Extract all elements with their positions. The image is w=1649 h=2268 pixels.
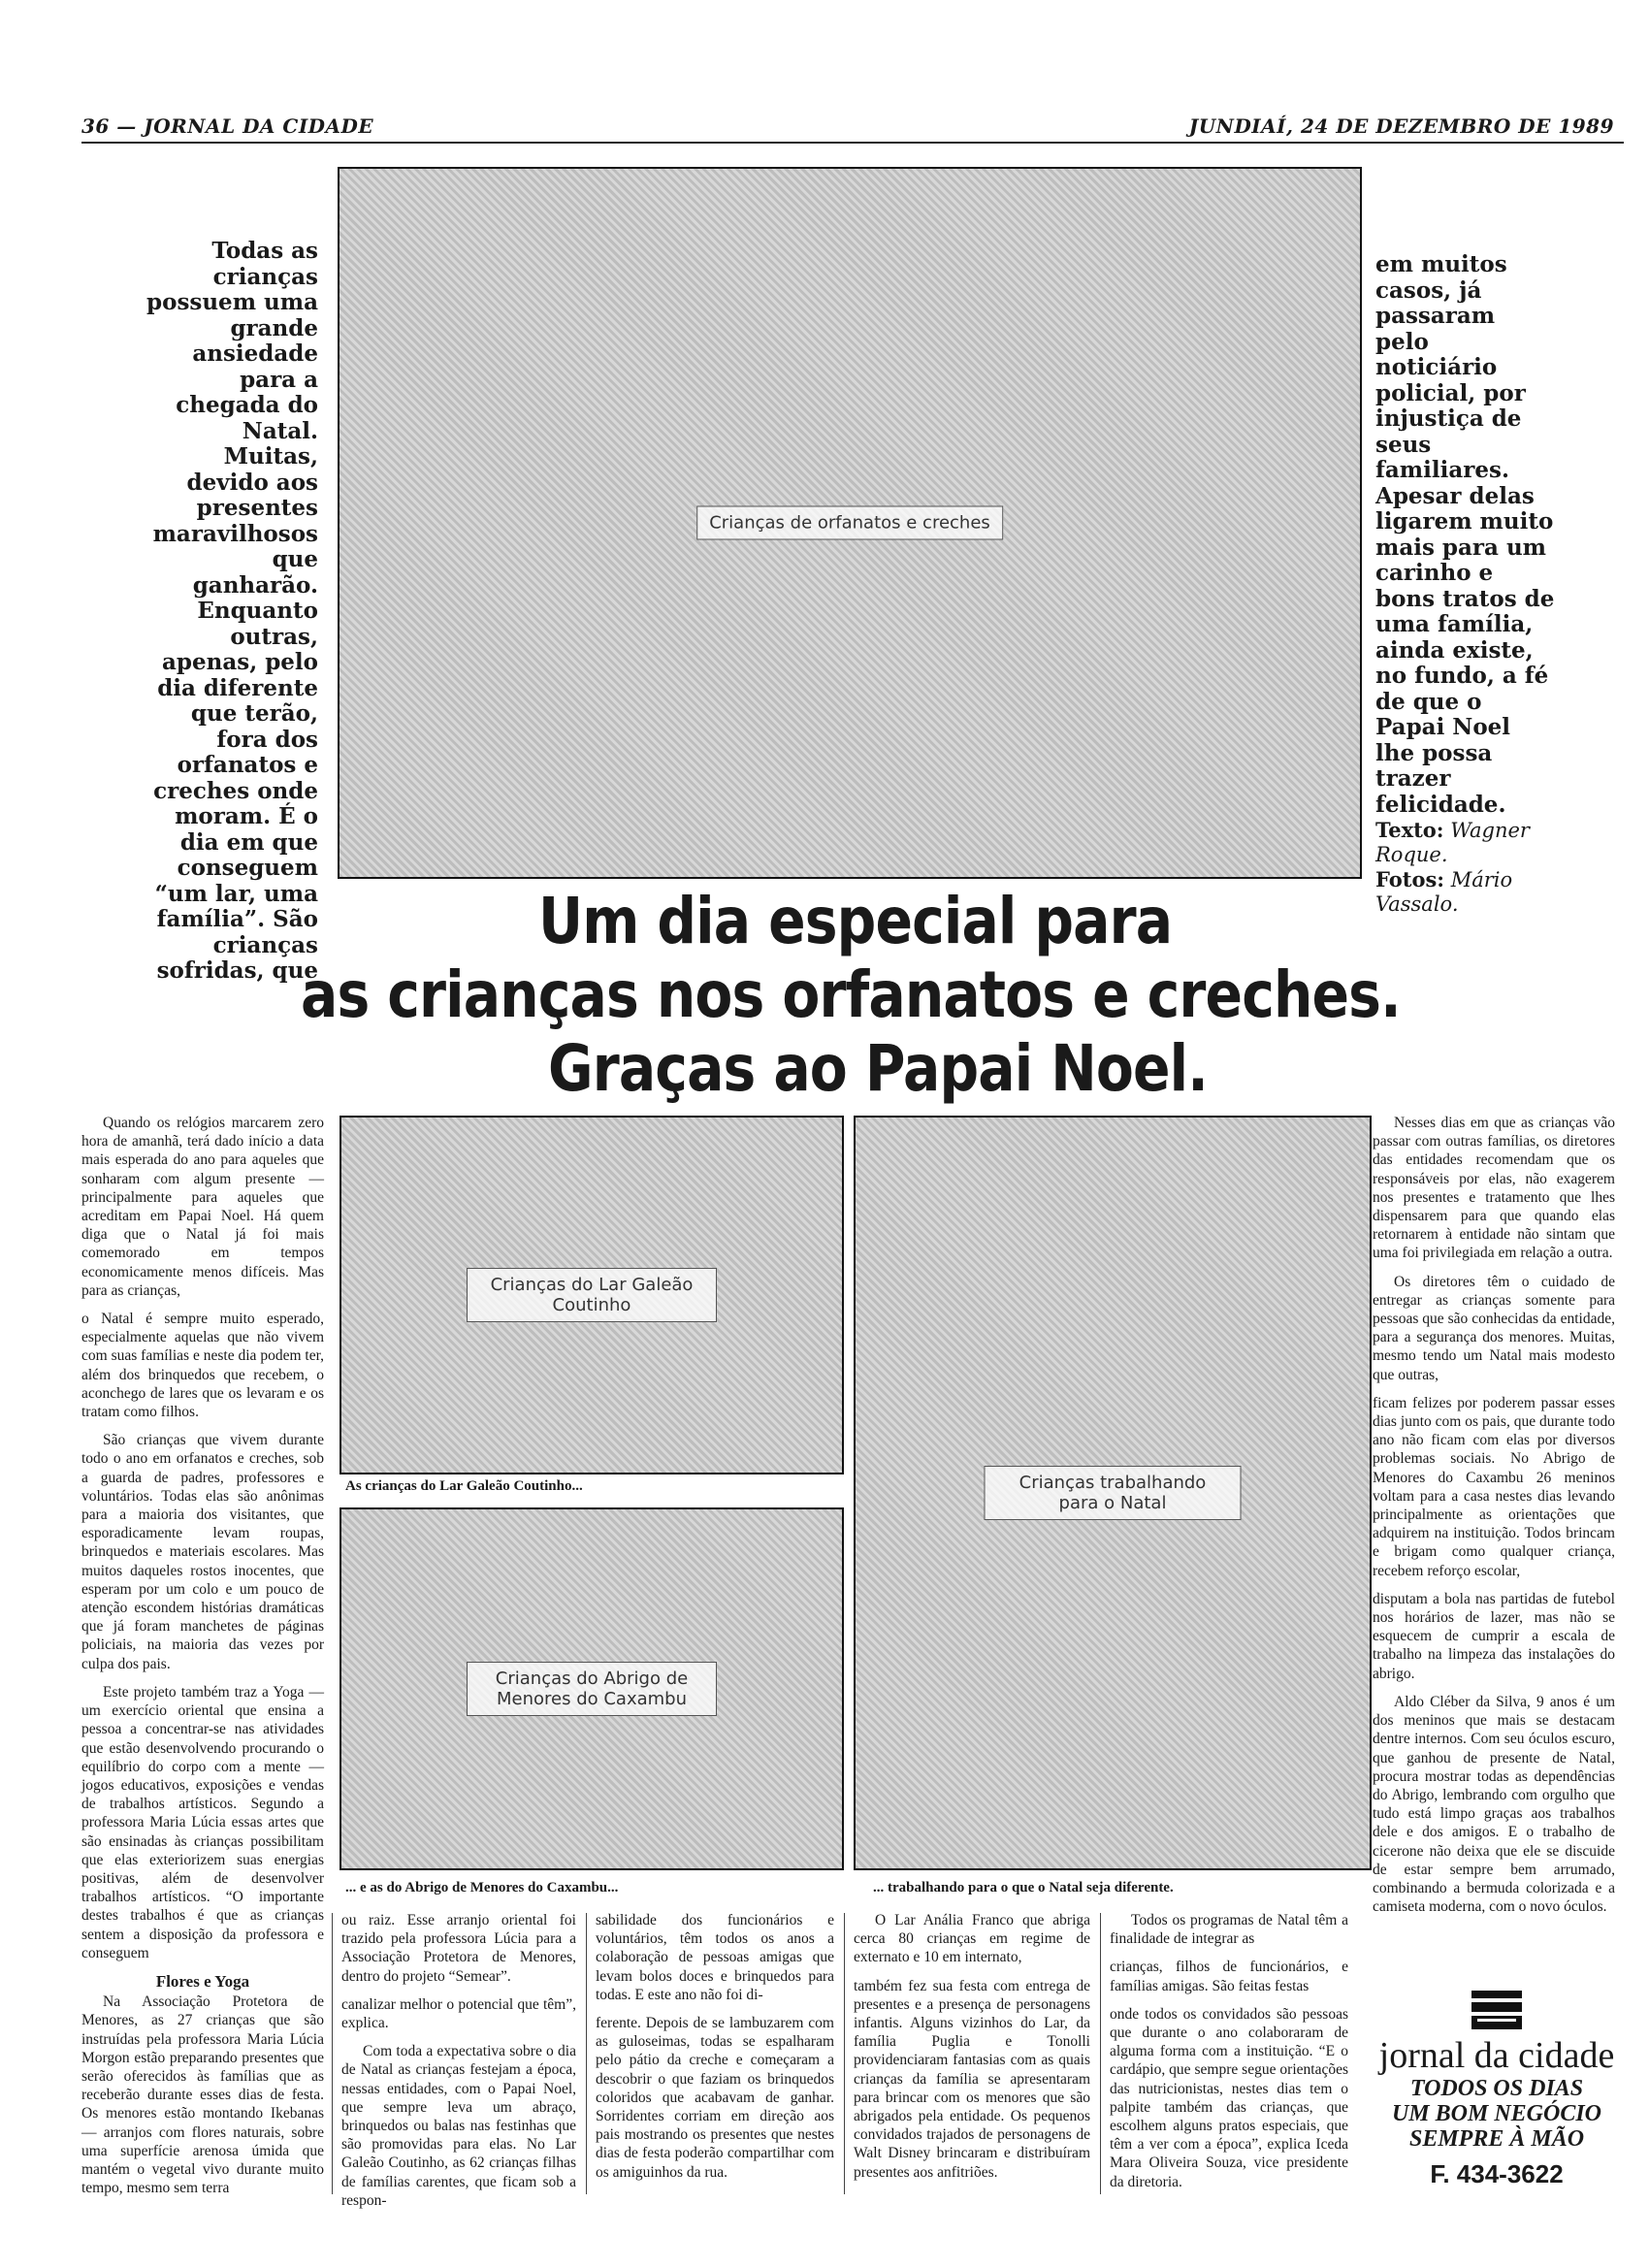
col-divider-1 xyxy=(332,1913,333,2194)
col6-p5: Aldo Cléber da Silva, 9 anos é um dos meninos que mais se destacam dentre internos. Com seu óculos escuro, que ganhou de presente de Natal, procura mostrar todas as dependências do Abrigo, lembrando com orgulho que tudo está limpo graças aos trabalhos dele e dos amigos. E o trabalho de cicerone não deixa que ele se discuide de estar sempre bem arrumado, combinando a bermuda colorizada e a camiseta moderna, com o novo óculos. xyxy=(1373,1693,1615,1916)
lead-right-text: em muitos casos, já passaram pelo noticiário policial, por injustiça de seus familiares. Apesar delas ligarem muito mais para um carinho e bons tratos de uma família, ainda existe, no fundo, a fé de que o Papai Noel lhe possa trazer felicidade. xyxy=(1375,251,1555,818)
column-3 xyxy=(596,1911,834,2191)
col6-p1: Nesses dias em que as crianças vão passar com outras famílias, os diretores das entidades recomendam que os responsáveis por elas, não exagerem nos presentes e tratamento que lhes dispensarem para que quando elas retornarem à entidade não sintam que uma foi privilegiada em relação a outra. xyxy=(1373,1115,1615,1262)
col4-p2: também fez sua festa com entrega de presentes e a presença de personagens infantis. Alguns vizinhos do Lar, da família Puglia e Tonolli providenciaram fantasias com as quais crianças da família se apresentaram para brincar com os menores que são abrigados pela entidade. Os pequenos convidados trajados de personagens de Walt Disney brincaram e distribuíram presentes aos anfitriões. xyxy=(854,1977,1090,2181)
col1-p3: São crianças que vivem durante todo o ano em orfanatos e creches, sob a guarda de padres, professores e voluntários. Todas elas são anônimas para a maioria dos visitantes, que esporadicamente levam roupas, brinquedos e materiais escolares. Mas muitos daqueles rostos inocentes, que esperam por um colo e um pouco de atenção escondem histórias dramáticas que já foram manchetes de páginas policiais, na maioria das vezes por culpa dos pais. xyxy=(81,1432,324,1672)
photo-abrigo-caxambu xyxy=(340,1507,844,1870)
text-credit: Texto: Wagner Roque. xyxy=(1375,818,1530,866)
col1-p2: o Natal é sempre muito esperado, especialmente aquelas que não vivem com suas famílias e neste dia podem ter, além dos brinquedos que recebem, o aconchego de lares que os levaram e os tratam como filhos. xyxy=(81,1311,324,1421)
col1-p1: Quando os relógios marcarem zero hora de amanhã, terá dado início a data mais esperada do ano para aqueles que sonharam com algum presente — principalmente para aqueles que acreditam em Papai Noel. Há quem diga que o Natal já foi mais comemorado em tempos economicamente menos difíceis. Mas para as crianças, xyxy=(81,1115,324,1299)
headline-line-2: as crianças nos orfanatos e creches. xyxy=(301,957,1401,1032)
headline-line-3: Graças ao Papai Noel. xyxy=(548,1031,1208,1106)
text-author: Wagner Roque. xyxy=(1375,819,1530,866)
col5-p2: crianças, filhos de funcionários, e famílias amigas. São feitas festas xyxy=(1110,1959,1348,1994)
col3-p1: sabilidade dos funcionários e voluntários, têm todos os anos a colaboração de pessoas amigas que levam bolos doces e brinquedos para todas. E este ano não foi di- xyxy=(596,1912,834,2003)
ad-slogan-2: UM BOM NEGÓCIO xyxy=(1391,2101,1602,2126)
main-photo xyxy=(338,167,1362,879)
newspaper-ad xyxy=(1366,1989,1628,2189)
ad-slogan-1: TODOS OS DIAS xyxy=(1409,2076,1584,2101)
photo-trabalhando xyxy=(854,1116,1372,1870)
headline-line-1: Um dia especial para xyxy=(538,884,1173,958)
caption-3: ... trabalhando para o que o Natal seja diferente. xyxy=(873,1880,1174,1895)
col-divider-2 xyxy=(586,1913,587,2194)
col5-p3: onde todos os convidados são pessoas que durante o ano colaboraram de alguma forma com a instituição. “E o cardápio, que sempre segue orientações das nutricionistas, nestes dias tem o palpite também das crianças, que escolhem alguns pratos especiais, que têm a ver com a época”, explica Iceda Mara Oliveira Souza, vice presidente da diretoria. xyxy=(1110,2005,1348,2190)
col1-p5: Na Associação Protetora de Menores, as 27 crianças que são instruídas pela professora Maria Lúcia Morgon estão preparando presentes que serão oferecidos às famílias que as receberão durante esses dias de festa. Os menores estão montando Ikebanas — arranjos com flores naturais, sobre uma superfície arenosa úmida que mantém o vegetal vivo durante muito tempo, mesmo sem terra xyxy=(81,1993,324,2197)
dateline: JUNDIAÍ, 24 DE DEZEMBRO DE 1989 xyxy=(1188,114,1614,138)
photo-lar-galeao xyxy=(340,1116,844,1474)
col2-p1: ou raiz. Esse arranjo oriental foi trazido pela professora Lúcia para a Associação Protetora de Menores, dentro do projeto “Semear”. xyxy=(341,1912,576,1985)
caption-2: ... e as do Abrigo de Menores do Caxambu... xyxy=(345,1880,619,1895)
col1-p4: Este projeto também traz a Yoga — um exercício oriental que ensina a pessoa a concentrar-se nas atividades que estão desenvolvendo procurando o equilíbrio do corpo com a mente — jogos educativos, exposições e vendas de trabalhos artísticos. Segundo a professora Maria Lúcia essas artes que são ensinadas às crianças possibilitam que elas exteriorizem suas energias positivas, além de desenvolver trabalhos artísticos. “O importante destes trabalhos é que as crianças sentem a disposição da professora e conseguem xyxy=(81,1683,324,1961)
col5-p1: Todos os programas de Natal têm a finalidade de integrar as xyxy=(1110,1912,1348,1948)
column-6 xyxy=(1373,1114,1615,1926)
col2-p2: canalizar melhor o potencial que têm”, explica. xyxy=(341,1995,576,2032)
page-label: 36 — JORNAL DA CIDADE xyxy=(81,114,374,138)
lead-left-text: Todas as crianças possuem uma grande ansiedade para a chegada do Natal. Muitas, devido aos presentes maravilhosos que ganharão. Enquanto outras, apenas, pelo dia diferente que terão, fora dos orfanatos e creches onde moram. É o dia em que conseguem “um lar, uma família”. São crianças sofridas, que xyxy=(146,238,318,984)
photo-credit: Fotos: Mário Vassalo. xyxy=(1375,867,1513,916)
photo-lar-galeao-label: Crianças do Lar Galeão Coutinho xyxy=(467,1268,717,1322)
header-rule xyxy=(81,142,1624,144)
column-1 xyxy=(81,1114,324,2207)
column-5 xyxy=(1110,1911,1348,2201)
col4-p1: O Lar Anália Franco que abriga cerca 80 crianças em regime de externato e 10 em internato, xyxy=(854,1912,1090,1966)
lead-right-block xyxy=(1375,252,1555,917)
photo-abrigo-caxambu-label: Crianças do Abrigo de Menores do Caxambu xyxy=(467,1662,717,1716)
col-divider-3 xyxy=(844,1913,845,2194)
col3-p2: ferente. Depois de se lambuzarem com as guloseimas, todas se espalharam pelo pátio da creche e começaram a descobrir o que faziam os brinquedos coloridos que acabavam de ganhar. Sorridentes corriam em direção aos pais mostrando os presentes que nestes dias de festa poderão compartilhar com os amiguinhos da rua. xyxy=(596,2015,834,2181)
col2-p3: Com toda a expectativa sobre o dia de Natal as crianças festejam a época, nessas entidades, com o Papai Noel, que sempre leva um abraço, brinquedos ou balas nas festinhas que são promovidas para elas. No Lar Galeão Coutinho, as 62 crianças filhas de famílias carentes, que ficam sob a respon- xyxy=(341,2043,576,2209)
col6-p3: ficam felizes por poderem passar esses dias junto com os pais, que durante todo ano não ficam com elas por diversos problemas sociais. No Abrigo de Menores do Caxambu 26 meninos voltam para a casa nestes dias levando principalmente as orientações que adquirem na instituição. Todos brincam e brigam como qualquer criança, recebem reforço escolar, xyxy=(1373,1394,1615,1579)
photo-author: Mário Vassalo. xyxy=(1375,868,1513,916)
caption-1: As crianças do Lar Galeão Coutinho... xyxy=(345,1478,583,1494)
ad-slogan-3: SEMPRE À MÃO xyxy=(1408,2126,1585,2152)
col6-p2: Os diretores têm o cuidado de entregar as crianças somente para pessoas que são conhecidas da entidade, para a segurança dos menores. Muitas, mesmo tendo um Natal mais modesto que outras, xyxy=(1373,1273,1615,1383)
col-divider-4 xyxy=(1100,1913,1101,2194)
column-2 xyxy=(341,1911,576,2219)
newspaper-logo-icon xyxy=(1468,1989,1526,2031)
column-4 xyxy=(854,1911,1090,2191)
main-photo-label: Crianças de orfanatos e creches xyxy=(696,506,1003,540)
col1-subhead: Flores e Yoga xyxy=(155,1971,250,1991)
ad-phone: F. 434-3622 xyxy=(1430,2159,1564,2188)
col6-p4: disputam a bola nas partidas de futebol nos horários de lazer, mas não se esquecem de cumprir a escala de trabalho na limpeza das instalações do abrigo. xyxy=(1373,1590,1615,1682)
ad-title: jornal da cidade xyxy=(1378,2035,1615,2076)
photo-trabalhando-label: Crianças trabalhando para o Natal xyxy=(985,1466,1242,1520)
